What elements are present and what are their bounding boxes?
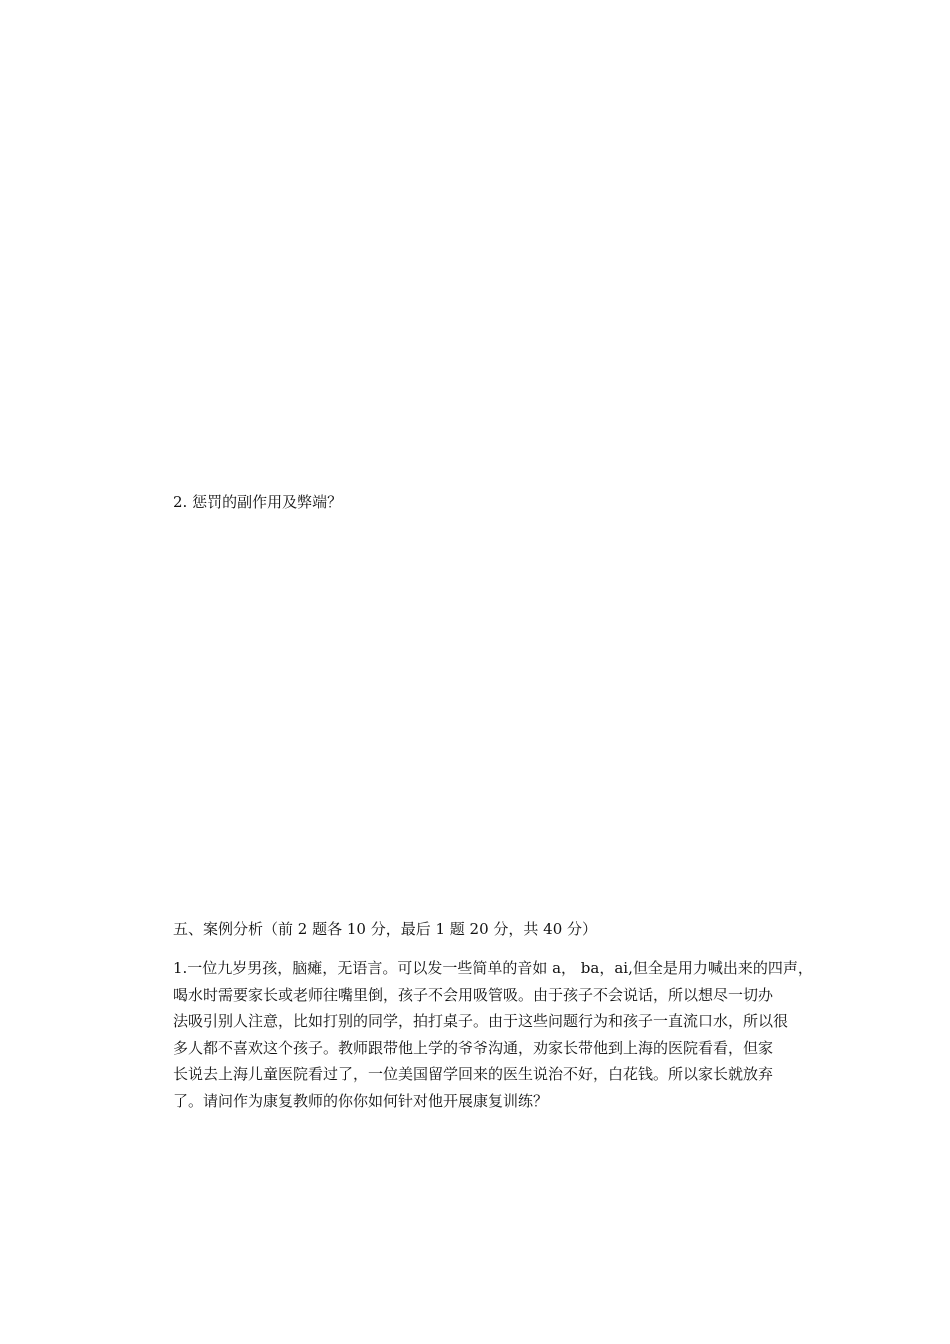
case-1-paragraph [173, 955, 863, 1114]
case-1-line: 1.一位九岁男孩，脑瘫，无语言。可以发一些简单的音如 a， ba，ai,但全是用力喊出来的四声， [173, 959, 813, 977]
section-5-title: 五、案例分析（前 2 题各 10 分，最后 1 题 20 分，共 40 分） [173, 920, 598, 938]
case-1-line: 法吸引别人注意，比如打别的同学，拍打桌子。由于这些问题行为和孩子一直流口水，所以很 [173, 1012, 789, 1030]
case-1-line: 了。请问作为康复教师的你你如何针对他开展康复训练？ [173, 1091, 549, 1110]
case-1-line: 多人都不喜欢这个孩子。教师跟带他上学的爷爷沟通，劝家长带他到上海的医院看看，但家 [173, 1038, 774, 1057]
case-1-line: 长说去上海儿童医院看过了，一位美国留学回来的医生说治不好，白花钱。所以家长就放弃 [173, 1065, 774, 1083]
case-1-line: 喝水时需要家长或老师往嘴里倒，孩子不会用吸管吸。由于孩子不会说话，所以想尽一切办 [173, 985, 774, 1004]
question-2: 2. 惩罚的副作用及弊端？ [173, 493, 343, 511]
